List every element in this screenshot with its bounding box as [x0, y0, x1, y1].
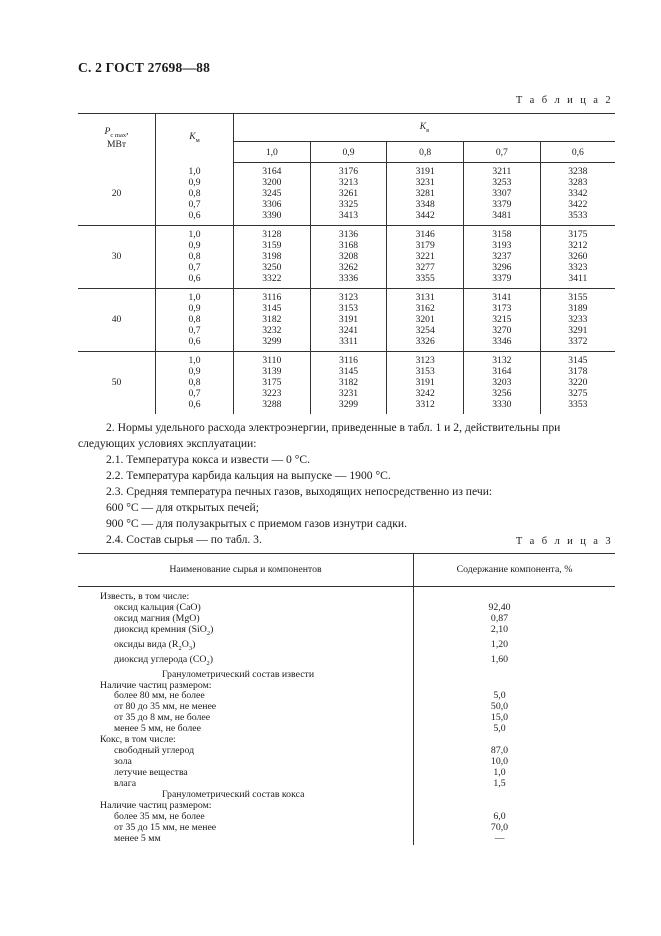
consumption-value: 3442 [415, 210, 435, 221]
table-2-group [78, 352, 615, 415]
component-text: O [181, 638, 189, 650]
consumption-column [387, 163, 464, 226]
header-power-unit: МВт [106, 138, 127, 150]
km-value: 0,7 [188, 262, 201, 273]
component-text: свободный углерод [114, 745, 195, 757]
component-content: 50,0 [490, 701, 509, 713]
power-value: 30 [78, 226, 156, 289]
consumption-value: 3260 [568, 251, 588, 262]
consumption-value: 3178 [568, 366, 588, 377]
power-value: 40 [78, 289, 156, 352]
consumption-value: 3288 [262, 399, 282, 410]
component-text: диоксид кремния (SiO [114, 623, 207, 635]
consumption-column [464, 226, 541, 289]
paragraph-2-2: 2.2. Температура карбида кальция на выпуске — 1900 °С. [106, 469, 391, 482]
power-value: 20 [78, 163, 156, 226]
header-power [78, 113, 156, 163]
consumption-value: 3145 [338, 366, 359, 377]
consumption-value: 3175 [262, 377, 282, 388]
component-content: 5,0 [493, 690, 506, 702]
consumption-value: 3200 [262, 177, 282, 188]
consumption-column [464, 352, 541, 415]
component-row [78, 779, 615, 790]
consumption-value: 3145 [262, 303, 282, 314]
consumption-value: 3256 [492, 388, 512, 399]
consumption-value: 3325 [338, 199, 359, 210]
formula-subscript: 3 [188, 644, 193, 652]
component-text: Наличие частиц размером: [100, 800, 212, 812]
consumption-column [387, 352, 464, 415]
consumption-value: 3353 [568, 399, 588, 410]
component-text: более 35 мм, не более [114, 810, 205, 822]
header-component-content: Содержание компонента, % [414, 553, 616, 587]
consumption-value: 3189 [568, 303, 588, 314]
consumption-value: 3110 [262, 355, 282, 366]
table-2 [78, 113, 615, 414]
paragraph-900: 900 °С — для полузакрытых с приемом газов изнутри садки. [106, 517, 407, 530]
component-content: 15,0 [490, 712, 509, 724]
consumption-value: 3299 [338, 399, 359, 410]
component-text: ) [209, 653, 214, 665]
component-row [78, 625, 615, 640]
component-text: оксид кальция (CaO) [114, 601, 201, 613]
page-header: С. 2 ГОСТ 27698—88 [78, 60, 211, 75]
consumption-value: 3128 [262, 229, 282, 240]
component-content [414, 790, 616, 801]
consumption-value: 3299 [262, 336, 282, 347]
component-text: Гранулометрический состав кокса [162, 789, 305, 801]
km-values [156, 163, 234, 226]
component-row [78, 834, 615, 845]
table-2-group [78, 226, 615, 289]
consumption-value: 3311 [339, 336, 358, 347]
table-3 [78, 553, 615, 845]
component-text: Гранулометрический состав извести [162, 668, 315, 680]
consumption-value: 3372 [568, 336, 588, 347]
component-content [414, 681, 616, 692]
consumption-value: 3270 [492, 325, 512, 336]
km-value: 0,8 [188, 187, 201, 199]
component-name [78, 640, 414, 655]
km-value: 0,6 [188, 273, 201, 284]
consumption-value: 3153 [415, 366, 435, 377]
component-text: Наличие частиц размером: [100, 679, 212, 691]
consumption-value: 3254 [415, 325, 435, 336]
consumption-value: 3123 [415, 355, 435, 366]
consumption-column [234, 289, 311, 352]
component-content: 70,0 [490, 821, 509, 833]
component-text: менее 5 мм [114, 832, 161, 844]
component-text: Известь, в том числе: [100, 591, 190, 602]
consumption-value: 3116 [339, 355, 358, 366]
consumption-value: 3281 [415, 188, 435, 199]
km-value: 1,0 [188, 165, 201, 177]
component-content: — [494, 832, 505, 844]
consumption-value: 3116 [262, 292, 282, 303]
consumption-value: 3175 [568, 229, 588, 240]
consumption-column [310, 163, 387, 226]
consumption-column [540, 163, 615, 226]
component-row [78, 768, 615, 779]
km-value: 0,6 [188, 399, 201, 410]
consumption-value: 3307 [492, 188, 512, 199]
paragraph-conditions: 2. Нормы удельного расхода электроэнергии, приведенные в табл. 1 и 2, действительны при следующих условиях эксплуатации: [78, 421, 561, 450]
consumption-value: 3336 [338, 273, 359, 284]
consumption-value: 3323 [568, 262, 588, 273]
consumption-value: 3213 [338, 177, 359, 188]
header-kv-sub: в [426, 126, 430, 134]
paragraph-600: 600 °С — для открытых печей; [106, 501, 259, 514]
consumption-value: 3422 [568, 199, 588, 210]
formula-subscript: 2 [178, 644, 182, 652]
km-value: 0,9 [188, 176, 201, 188]
consumption-value: 3132 [492, 355, 512, 366]
consumption-value: 3233 [568, 314, 588, 325]
km-values [156, 352, 234, 415]
consumption-value: 3237 [492, 251, 512, 262]
consumption-value: 3201 [415, 314, 435, 325]
consumption-value: 3413 [338, 210, 359, 221]
component-name [78, 625, 414, 640]
paragraph-2-1: 2.1. Температура кокса и извести — 0 °С. [106, 453, 310, 466]
header-power-symbol: P [104, 125, 111, 137]
consumption-value: 3123 [338, 292, 359, 303]
consumption-value: 3212 [568, 240, 588, 251]
km-value: 1,0 [188, 355, 201, 366]
consumption-column [310, 289, 387, 352]
consumption-value: 3291 [568, 325, 588, 336]
component-text: от 80 до 35 мм, не менее [114, 701, 217, 713]
consumption-value: 3241 [338, 325, 359, 336]
consumption-value: 3182 [338, 377, 359, 388]
formula-subscript: 2 [206, 629, 211, 637]
component-text: менее 5 мм, не более [114, 723, 201, 735]
km-value: 0,9 [188, 366, 201, 377]
consumption-value: 3232 [262, 325, 282, 336]
consumption-value: 3231 [415, 177, 435, 188]
consumption-value: 3153 [338, 303, 359, 314]
consumption-value: 3277 [415, 262, 435, 273]
component-row [78, 640, 615, 655]
component-content [414, 592, 616, 603]
consumption-value: 3326 [415, 336, 435, 347]
consumption-value: 3158 [492, 229, 512, 240]
component-content [414, 670, 616, 681]
consumption-value: 3348 [415, 199, 435, 210]
consumption-value: 3390 [262, 210, 282, 221]
component-text: от 35 до 8 мм, не более [114, 712, 211, 724]
header-km-sub: м [195, 137, 200, 145]
km-value: 0,8 [188, 377, 201, 388]
consumption-value: 3411 [568, 273, 588, 284]
header-kv-symbol: K [419, 120, 427, 132]
component-name [78, 834, 414, 845]
consumption-value: 3261 [338, 188, 359, 199]
consumption-value: 3208 [338, 251, 359, 262]
consumption-value: 3238 [568, 166, 588, 177]
consumption-value: 3296 [492, 262, 512, 273]
header-km-symbol: K [189, 131, 196, 143]
consumption-value: 3162 [415, 303, 435, 314]
consumption-value: 3262 [338, 262, 359, 273]
consumption-column [464, 163, 541, 226]
consumption-column [387, 226, 464, 289]
consumption-column [234, 226, 311, 289]
consumption-column [540, 289, 615, 352]
consumption-value: 3155 [568, 292, 588, 303]
component-content: 1,60 [490, 653, 509, 665]
consumption-column [387, 289, 464, 352]
header-power-tail: , [126, 125, 129, 137]
component-text: зола [114, 756, 132, 768]
component-name [78, 655, 414, 670]
consumption-value: 3191 [338, 314, 359, 325]
km-value: 1,0 [188, 229, 201, 240]
km-value: 0,9 [188, 303, 201, 314]
consumption-value: 3253 [492, 177, 512, 188]
km-values [156, 226, 234, 289]
header-component-name: Наименование сырья и компонентов [78, 553, 414, 587]
component-content [414, 801, 616, 812]
component-content: 5,0 [493, 723, 506, 735]
km-value: 0,7 [188, 198, 201, 210]
consumption-value: 3533 [568, 210, 588, 221]
consumption-value: 3145 [568, 355, 588, 366]
component-text: от 35 до 15 мм, не менее [114, 821, 217, 833]
km-value: 0,6 [188, 336, 201, 347]
km-value: 1,0 [188, 292, 201, 303]
kv-value: 0,8 [387, 142, 464, 163]
km-values [156, 289, 234, 352]
consumption-value: 3173 [492, 303, 512, 314]
consumption-value: 3198 [262, 251, 282, 262]
consumption-value: 3250 [262, 262, 282, 273]
consumption-value: 3193 [492, 240, 512, 251]
consumption-value: 3168 [338, 240, 359, 251]
component-text: оксиды вида (R [114, 638, 179, 650]
consumption-column [234, 352, 311, 415]
consumption-value: 3379 [492, 273, 512, 284]
consumption-value: 3283 [568, 177, 588, 188]
body-text [78, 420, 615, 548]
header-kv [234, 113, 616, 142]
consumption-value: 3141 [492, 292, 512, 303]
consumption-value: 3312 [415, 399, 435, 410]
component-content: 10,0 [490, 756, 509, 768]
km-value: 0,7 [188, 325, 201, 336]
component-content: 1,0 [493, 767, 506, 779]
power-value: 50 [78, 352, 156, 415]
component-content: 92,40 [488, 601, 511, 613]
component-content: 6,0 [493, 810, 506, 822]
component-content: 2,10 [490, 623, 509, 635]
consumption-value: 3131 [415, 292, 435, 303]
consumption-value: 3242 [415, 388, 435, 399]
consumption-value: 3330 [492, 399, 512, 410]
consumption-value: 3355 [415, 273, 435, 284]
consumption-value: 3136 [338, 229, 359, 240]
kv-value: 0,9 [310, 142, 387, 163]
consumption-value: 3346 [492, 336, 512, 347]
consumption-value: 3203 [492, 377, 512, 388]
km-value: 0,7 [188, 388, 201, 399]
consumption-column [540, 226, 615, 289]
component-text: диоксид углерода (CO [114, 653, 207, 665]
component-content: 0,87 [490, 612, 509, 624]
consumption-value: 3215 [492, 314, 512, 325]
consumption-value: 3223 [262, 388, 282, 399]
table-3-caption: Т а б л и ц а 3 [515, 536, 613, 547]
component-content: 1,20 [490, 638, 509, 650]
consumption-value: 3275 [568, 388, 588, 399]
component-text: оксид магния (MgO) [114, 612, 200, 624]
component-text: Кокс, в том числе: [100, 734, 176, 746]
table-2-group [78, 163, 615, 226]
consumption-value: 3164 [262, 166, 282, 177]
consumption-value: 3245 [262, 188, 282, 199]
component-text: влага [114, 778, 137, 790]
consumption-column [310, 352, 387, 415]
kv-value: 1,0 [234, 142, 311, 163]
km-value: 0,8 [188, 251, 201, 262]
consumption-column [310, 226, 387, 289]
consumption-column [464, 289, 541, 352]
consumption-value: 3176 [338, 166, 359, 177]
consumption-value: 3306 [262, 199, 282, 210]
consumption-value: 3231 [338, 388, 359, 399]
kv-value: 0,6 [540, 142, 615, 163]
consumption-value: 3191 [415, 166, 435, 177]
consumption-column [234, 163, 311, 226]
consumption-value: 3139 [262, 366, 282, 377]
component-content: 87,0 [490, 745, 509, 757]
formula-subscript: 2 [206, 659, 210, 667]
consumption-column [540, 352, 615, 415]
consumption-value: 3164 [492, 366, 512, 377]
table-2-caption: Т а б л и ц а 2 [515, 95, 613, 106]
header-power-sub: с max [110, 131, 127, 139]
consumption-value: 3379 [492, 199, 512, 210]
consumption-value: 3220 [568, 377, 588, 388]
consumption-value: 3182 [262, 314, 282, 325]
consumption-value: 3146 [415, 229, 435, 240]
component-row [78, 655, 615, 670]
consumption-value: 3322 [262, 273, 282, 284]
km-value: 0,9 [188, 240, 201, 251]
km-value: 0,8 [188, 314, 201, 325]
consumption-value: 3179 [415, 240, 435, 251]
component-content [414, 735, 616, 746]
component-text: более 80 мм, не более [114, 690, 205, 702]
component-row [78, 746, 615, 757]
consumption-value: 3481 [492, 210, 512, 221]
component-text: летучие вещества [114, 767, 188, 779]
km-value: 0,6 [188, 209, 201, 221]
consumption-value: 3221 [415, 251, 435, 262]
paragraph-2-3: 2.3. Средняя температура печных газов, выходящих непосредственно из печи: [106, 485, 493, 498]
paragraph-2-4: 2.4. Состав сырья — по табл. 3. [106, 533, 262, 546]
component-text: ) [210, 623, 214, 635]
table-2-group [78, 289, 615, 352]
consumption-value: 3342 [568, 188, 588, 199]
component-text: ) [192, 638, 196, 650]
kv-value: 0,7 [464, 142, 541, 163]
header-km [156, 113, 234, 163]
component-content: 1,5 [493, 778, 506, 790]
consumption-value: 3211 [492, 166, 512, 177]
consumption-value: 3159 [262, 240, 282, 251]
consumption-value: 3191 [415, 377, 435, 388]
